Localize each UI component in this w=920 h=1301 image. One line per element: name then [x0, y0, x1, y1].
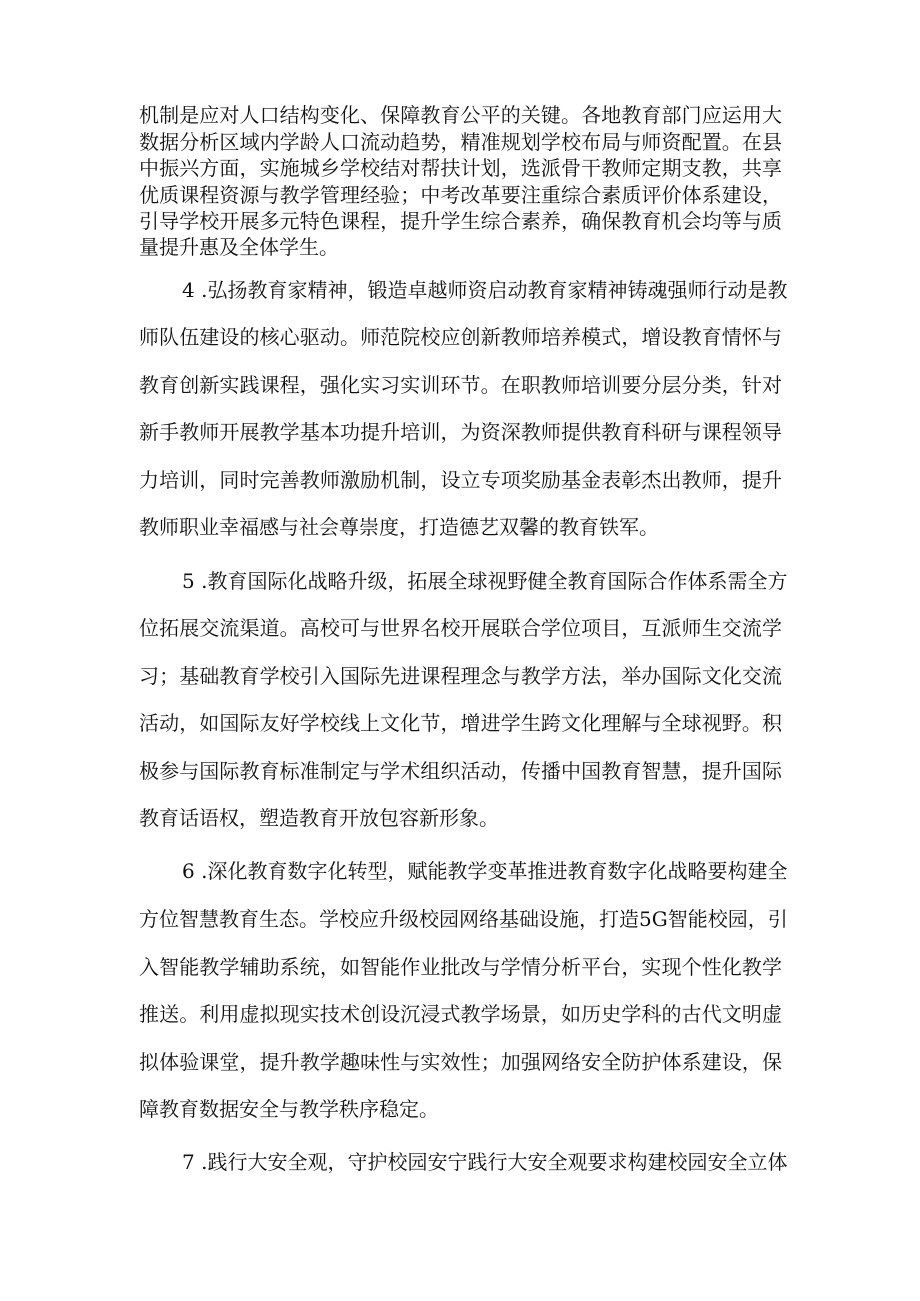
text-line: 方位智慧教育生态。学校应升级校园网络基础设施，打造5G智能校园，引 [139, 907, 788, 931]
text-line: 数据分析区域内学龄人口流动趋势，精准规划学校布局与师资配置。在县 [139, 130, 782, 154]
text-line: 机制是应对人口结构变化、保障教育公平的关键。各地教育部门应运用大 [139, 103, 782, 127]
text-line: 入智能教学辅助系统，如智能作业批改与学情分析平台，实现个性化教学 [139, 955, 782, 979]
text-line: 量提升惠及全体学生。 [139, 235, 339, 259]
text-line: 教育创新实践课程，强化实习实训环节。在职教师培训要分层分类，针对 [139, 373, 782, 397]
text-line: 引导学校开展多元特色课程，提升学生综合素养，确保教育机会均等与质 [139, 209, 782, 233]
section-heading-line: 6 .深化教育数字化转型，赋能教学变革推进教育数字化战略要构建全 [182, 859, 788, 883]
section-heading-line: 7 .践行大安全观，守护校园安宁践行大安全观要求构建校园安全立体 [182, 1150, 788, 1174]
text-line: 中振兴方面，实施城乡学校结对帮扶计划，选派骨干教师定期支教，共享 [139, 156, 782, 180]
text-line: 障教育数据安全与教学秩序稳定。 [139, 1097, 439, 1121]
text-line: 拟体验课堂，提升教学趣味性与实效性；加强网络安全防护体系建设，保 [139, 1050, 782, 1074]
text-line: 教育话语权，塑造教育开放包容新形象。 [139, 806, 499, 830]
text-line: 极参与国际教育标准制定与学术组织活动，传播中国教育智慧，提升国际 [139, 759, 782, 783]
text-line: 习；基础教育学校引入国际先进课程理念与教学方法，举办国际文化交流 [139, 664, 782, 688]
text-line: 优质课程资源与教学管理经验；中考改革要注重综合素质评价体系建设， [139, 183, 782, 207]
text-line: 教师职业幸福感与社会尊崇度，打造德艺双馨的教育铁军。 [139, 515, 659, 539]
text-line: 推送。利用虚拟现实技术创设沉浸式教学场景，如历史学科的古代文明虚 [139, 1002, 782, 1026]
text-line: 位拓展交流渠道。高校可与世界名校开展联合学位项目，互派师生交流学 [139, 616, 782, 640]
text-line: 活动，如国际友好学校线上文化节，增进学生跨文化理解与全球视野。积 [139, 711, 782, 735]
text-line: 师队伍建设的核心驱动。师范院校应创新教师培养模式，增设教育情怀与 [139, 325, 782, 349]
text-line: 新手教师开展教学基本功提升培训，为资深教师提供教育科研与课程领导 [139, 420, 782, 444]
section-heading-line: 5 .教育国际化战略升级，拓展全球视野健全教育国际合作体系需全方 [182, 569, 788, 593]
section-heading-line: 4 .弘扬教育家精神，锻造卓越师资启动教育家精神铸魂强师行动是教 [182, 278, 788, 302]
text-line: 力培训，同时完善教师激励机制，设立专项奖励基金表彰杰出教师，提升 [139, 468, 782, 492]
